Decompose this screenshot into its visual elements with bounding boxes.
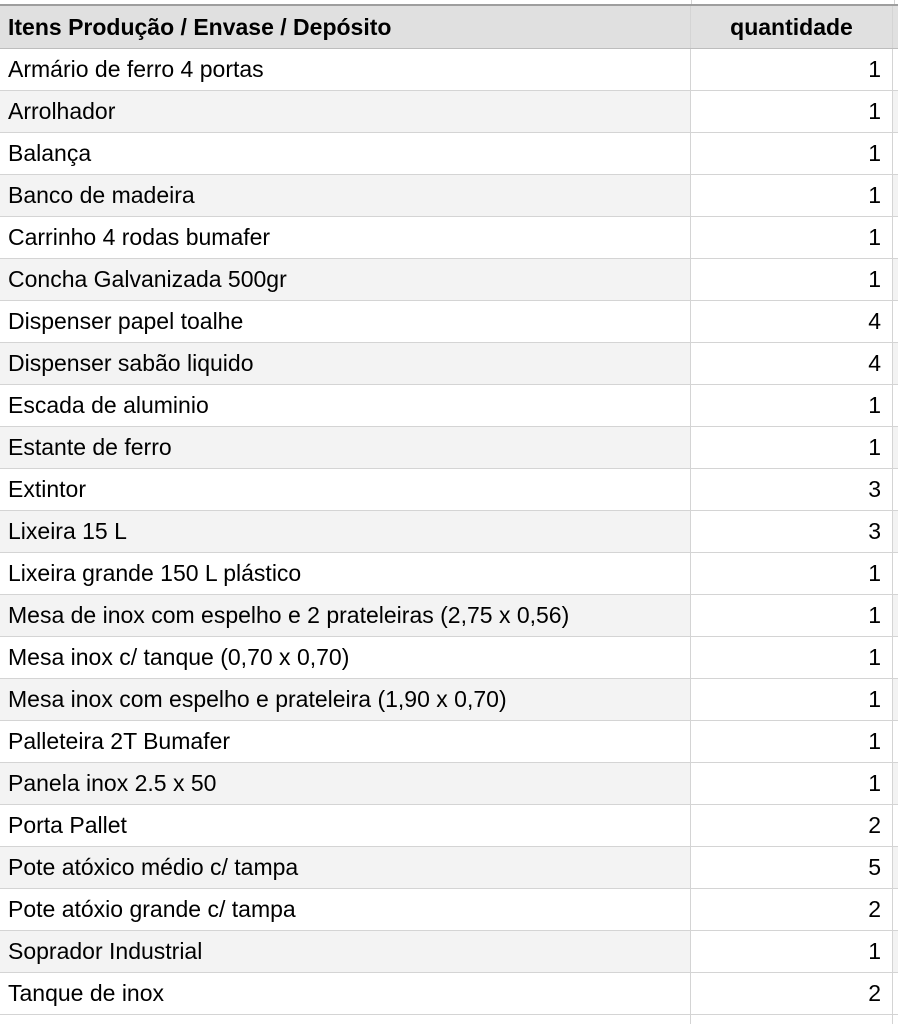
cell-quantity[interactable]: 3: [691, 469, 893, 510]
cell-item[interactable]: Escada de aluminio: [0, 385, 691, 426]
cell-quantity[interactable]: 1: [691, 217, 893, 258]
table-row: [0, 889, 898, 931]
cell-item[interactable]: Estante de ferro: [0, 427, 691, 468]
header-cell-item[interactable]: Itens Produção / Envase / Depósito: [0, 6, 691, 48]
table-row: [0, 217, 898, 259]
cell-quantity[interactable]: 1: [691, 763, 893, 804]
cell-item[interactable]: Mesa de inox com espelho e 2 prateleiras (2,75 x 0,56): [0, 595, 691, 636]
cell-quantity[interactable]: 1: [691, 385, 893, 426]
table-row: [0, 679, 898, 721]
table-row: [0, 343, 898, 385]
table-row: [0, 175, 898, 217]
cell-quantity[interactable]: 1: [691, 133, 893, 174]
table-row: [0, 511, 898, 553]
cell-item[interactable]: Dispenser papel toalhe: [0, 301, 691, 342]
table-row: [0, 805, 898, 847]
cell-quantity[interactable]: 1: [691, 679, 893, 720]
cell-item[interactable]: Armário de ferro 4 portas: [0, 49, 691, 90]
table-row: [0, 427, 898, 469]
table-row: [0, 133, 898, 175]
cell-item[interactable]: Soprador Industrial: [0, 931, 691, 972]
table-row: [0, 91, 898, 133]
cell-quantity[interactable]: 1: [691, 49, 893, 90]
cell-item[interactable]: Lixeira grande 150 L plástico: [0, 553, 691, 594]
table-row: [0, 847, 898, 889]
cell-quantity[interactable]: 1: [691, 175, 893, 216]
cell-quantity[interactable]: 1: [691, 637, 893, 678]
table-row: [0, 469, 898, 511]
cell-item[interactable]: Mesa inox c/ tanque (0,70 x 0,70): [0, 637, 691, 678]
cell-item[interactable]: Arrolhador: [0, 91, 691, 132]
cell-quantity[interactable]: 2: [691, 889, 893, 930]
cell-item[interactable]: Panela inox 2.5 x 50: [0, 763, 691, 804]
table-row: [0, 595, 898, 637]
cell-quantity[interactable]: 2: [691, 805, 893, 846]
cell-item[interactable]: Balança: [0, 133, 691, 174]
cell-item[interactable]: Lixeira 15 L: [0, 511, 691, 552]
cell-item[interactable]: Extintor: [0, 469, 691, 510]
table-row: [0, 763, 898, 805]
table-row: [0, 49, 898, 91]
table-row: [0, 301, 898, 343]
header-cell-quantity[interactable]: quantidade: [691, 6, 893, 48]
header-row: [0, 6, 898, 49]
cell-item[interactable]: Carrinho 4 rodas bumafer: [0, 217, 691, 258]
cell-quantity[interactable]: 1: [691, 931, 893, 972]
cell-item[interactable]: Tanque de inox: [0, 973, 691, 1014]
table-row: [0, 931, 898, 973]
cell-item[interactable]: Palleteira 2T Bumafer: [0, 721, 691, 762]
cell-item[interactable]: Dispenser sabão liquido: [0, 343, 691, 384]
cell-quantity[interactable]: 2: [691, 973, 893, 1014]
cell-quantity[interactable]: 1: [691, 91, 893, 132]
cell-item[interactable]: Pote atóxio grande c/ tampa: [0, 889, 691, 930]
cell-quantity[interactable]: 1: [691, 259, 893, 300]
cell-item[interactable]: Banco de madeira: [0, 175, 691, 216]
cell-quantity[interactable]: 1: [691, 427, 893, 468]
empty-row: [0, 1015, 898, 1024]
cell-item[interactable]: Mesa inox com espelho e prateleira (1,90 x 0,70): [0, 679, 691, 720]
table-body: [0, 49, 898, 1015]
cell-item[interactable]: Pote atóxico médio c/ tampa: [0, 847, 691, 888]
table-row: [0, 721, 898, 763]
table-row: [0, 637, 898, 679]
cell-quantity[interactable]: 5: [691, 847, 893, 888]
empty-cell-item[interactable]: [0, 1015, 691, 1024]
cell-item[interactable]: Concha Galvanizada 500gr: [0, 259, 691, 300]
empty-cell-quantity[interactable]: [691, 1015, 893, 1024]
cell-quantity[interactable]: 4: [691, 301, 893, 342]
cell-quantity[interactable]: 4: [691, 343, 893, 384]
cell-quantity[interactable]: 1: [691, 553, 893, 594]
cell-quantity[interactable]: 3: [691, 511, 893, 552]
table-row: [0, 973, 898, 1015]
table-row: [0, 259, 898, 301]
cell-item[interactable]: Porta Pallet: [0, 805, 691, 846]
cell-quantity[interactable]: 1: [691, 721, 893, 762]
table-row: [0, 385, 898, 427]
table-row: [0, 553, 898, 595]
cell-quantity[interactable]: 1: [691, 595, 893, 636]
